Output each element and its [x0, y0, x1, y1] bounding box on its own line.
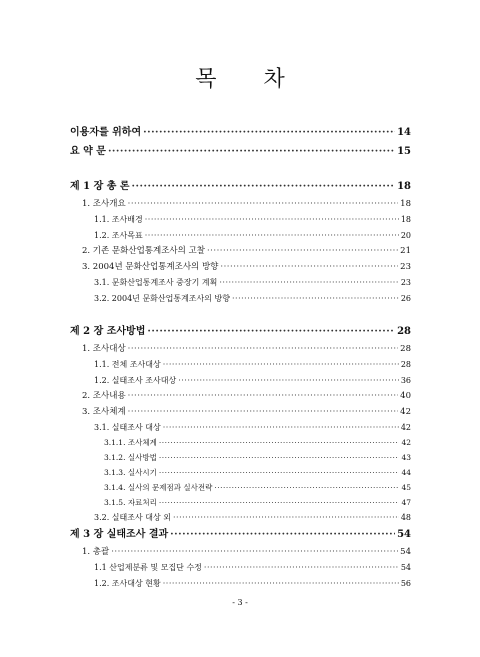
- leader-dots: [163, 421, 399, 435]
- toc-entry-subsection[interactable]: [94, 276, 411, 290]
- leader-dots: [173, 511, 399, 525]
- leader-dots: [128, 389, 399, 403]
- toc-entry-section[interactable]: [82, 342, 411, 356]
- toc-entry-text: 제 1 장 총 론: [70, 181, 130, 192]
- toc-entry-page: 56: [400, 579, 411, 588]
- toc-entry-page: 43: [401, 453, 411, 462]
- leader-dots: [178, 374, 399, 388]
- leader-dots: [145, 229, 399, 243]
- leader-dots: [128, 405, 399, 419]
- toc-entry-page: 26: [400, 294, 411, 303]
- leader-dots: [170, 528, 395, 542]
- toc-entry-page: 23: [400, 278, 411, 287]
- toc-entry-subsection[interactable]: [94, 213, 411, 227]
- toc-entry-text: 3.1.5. 자료처리: [104, 498, 157, 507]
- leader-dots: [145, 213, 399, 227]
- toc-entry-page: 36: [400, 376, 411, 385]
- toc-entry-subsection[interactable]: [94, 421, 411, 435]
- toc-entry-page: 54: [400, 547, 411, 557]
- toc-entry[interactable]: [70, 126, 411, 140]
- toc-entry-text: 1. 조사개요: [82, 199, 126, 209]
- toc-entry-text: 3.1.3. 실사시기: [104, 468, 157, 477]
- toc-entry-item[interactable]: [104, 466, 411, 480]
- toc-entry-text: 3.1. 실태조사 대상: [94, 423, 161, 432]
- leader-dots: [220, 260, 398, 274]
- leader-dots: [159, 451, 400, 465]
- toc-entry-page: 20: [400, 231, 411, 240]
- leader-dots: [159, 436, 400, 450]
- toc-entry-item[interactable]: [104, 451, 411, 465]
- toc-entry-page: 42: [400, 423, 411, 432]
- toc-entry-text: 1.2. 조사목표: [94, 231, 143, 240]
- toc-entry-subsection[interactable]: [94, 292, 411, 306]
- toc-entry-subsection[interactable]: [94, 374, 411, 388]
- leader-dots: [159, 466, 400, 480]
- toc-entry-page: 14: [397, 127, 411, 138]
- leader-dots: [163, 358, 399, 372]
- toc-entry-subsection[interactable]: [94, 561, 411, 575]
- toc-entry-subsection[interactable]: [94, 577, 411, 591]
- toc-entry-section[interactable]: [82, 389, 411, 403]
- toc-entry-text: 1.1 산업제분류 및 모집단 수정: [94, 563, 202, 572]
- toc-entry-section[interactable]: [82, 197, 411, 211]
- toc-entry-page: 48: [400, 513, 411, 522]
- toc-entry-page: 21: [400, 246, 411, 256]
- leader-dots: [163, 577, 399, 591]
- toc-entry-chapter[interactable]: [70, 325, 411, 339]
- leader-dots: [108, 145, 395, 159]
- toc-entry-page: 44: [401, 468, 411, 477]
- toc-entry-text: 3. 2004년 문화산업통계조사의 방향: [82, 262, 219, 272]
- leader-dots: [111, 545, 398, 559]
- toc-entry-page: 40: [400, 391, 411, 401]
- leader-dots: [143, 126, 395, 140]
- toc-entry-page: 18: [400, 215, 411, 224]
- toc-entry-page: 42: [400, 407, 411, 417]
- page-number: - 3 -: [232, 598, 248, 607]
- toc-entry-page: 54: [397, 529, 411, 540]
- toc-entry-section[interactable]: [82, 260, 411, 274]
- toc-entry-subsection[interactable]: [94, 358, 411, 372]
- leader-dots: [128, 342, 399, 356]
- leader-dots: [132, 180, 396, 194]
- toc-entry-section[interactable]: [82, 244, 411, 258]
- toc-entry-page: 54: [400, 563, 411, 572]
- toc-entry-subsection[interactable]: [94, 511, 411, 525]
- toc-entry-text: 3.1.4. 실사의 문제점과 실사전략: [104, 483, 213, 492]
- toc-entry-page: 28: [397, 326, 411, 337]
- toc-entry-page: 18: [400, 199, 411, 209]
- toc-entry-page: 28: [400, 344, 411, 354]
- leader-dots: [147, 325, 395, 339]
- toc-entry-page: 45: [401, 483, 411, 492]
- toc-entry-text: 3.1.2. 실사방법: [104, 453, 157, 462]
- toc-entry-page: 15: [397, 146, 411, 157]
- toc-entry-text: 요 약 문: [70, 146, 106, 157]
- toc-entry-section[interactable]: [82, 405, 411, 419]
- toc-entry-text: 1.1. 조사배경: [94, 215, 143, 224]
- toc-entry-chapter[interactable]: [70, 180, 411, 194]
- leader-dots: [128, 197, 399, 211]
- leader-dots: [207, 244, 398, 258]
- toc-entry[interactable]: [70, 145, 411, 159]
- toc-entry-text: 이용자를 위하여: [70, 127, 142, 138]
- page-title: 목 차: [195, 67, 305, 92]
- toc-entry-subsection[interactable]: [94, 229, 411, 243]
- toc-entry-text: 3. 조사체계: [82, 407, 126, 417]
- toc-entry-text: 1. 총괄: [82, 547, 110, 557]
- toc-entry-page: 18: [397, 181, 411, 192]
- toc-entry-page: 23: [400, 262, 411, 272]
- toc-entry-item[interactable]: [104, 481, 411, 495]
- toc-entry-item[interactable]: [104, 496, 411, 510]
- toc-entry-text: 3.1.1. 조사체계: [104, 438, 157, 447]
- leader-dots: [204, 561, 399, 575]
- toc-entry-text: 2. 기존 문화산업통계조사의 고찰: [82, 246, 205, 256]
- toc-entry-page: 28: [400, 360, 411, 369]
- toc-entry-text: 1.2. 실태조사 조사대상: [94, 376, 177, 385]
- toc-entry-text: 3.2. 실태조사 대상 외: [94, 513, 171, 522]
- leader-dots: [214, 481, 399, 495]
- toc-entry-chapter[interactable]: [70, 528, 411, 542]
- leader-dots: [159, 496, 400, 510]
- toc-entry-text: 2. 조사내용: [82, 391, 126, 401]
- toc-entry-item[interactable]: [104, 436, 411, 450]
- leader-dots: [232, 292, 399, 306]
- toc-entry-section[interactable]: [82, 545, 411, 559]
- toc-entry-text: 3.2. 2004년 문화산업통계조사의 방향: [94, 294, 230, 303]
- toc-entry-text: 제 2 장 조사방법: [70, 326, 146, 337]
- toc-entry-text: 1.1. 전체 조사대상: [94, 360, 161, 369]
- toc-entry-text: 1. 조사대상: [82, 344, 126, 354]
- toc-entry-text: 1.2. 조사대상 현황: [94, 579, 161, 588]
- toc-entry-page: 47: [401, 498, 411, 507]
- toc-entry-page: 42: [401, 438, 411, 447]
- toc-entry-text: 3.1. 문화산업통계조사 중장기 계획: [94, 278, 218, 287]
- toc-entry-text: 제 3 장 실태조사 결과: [70, 529, 169, 540]
- leader-dots: [219, 276, 398, 290]
